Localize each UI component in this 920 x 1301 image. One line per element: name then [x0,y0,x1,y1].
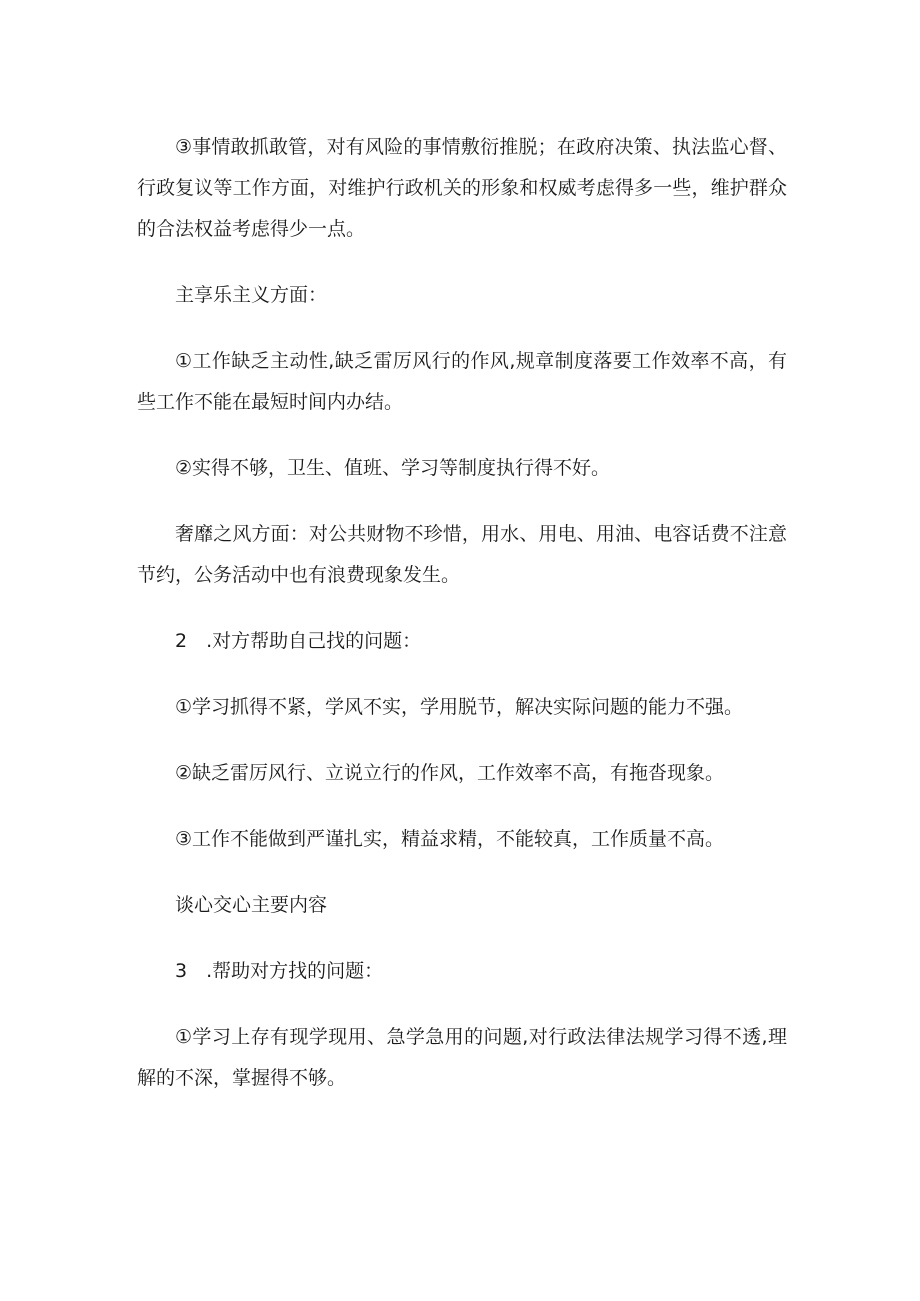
heading-problems-found-by-other: 2 .对方帮助自己找的问题： [175,630,422,652]
paragraph-rules-not-enforced: ②实得不够，卫生、值班、学习等制度执行得不好。 [175,457,611,479]
paragraph-not-rigorous: ③工作不能做到严谨扎实，精益求精，不能较真，工作质量不高。 [175,828,725,850]
heading-help-other-find-problems: 3 .帮助对方找的问题： [175,960,384,982]
paragraph-item-3-dare-to-manage: ③事情敢抓敢管，对有风险的事情敷衍推脱；在政府决策、执法监心督、行政复议等工作方面，对维护行政机关的形象和权威考虑得多一些，维护群众的合法权益考虑得少一点。 [137,136,787,240]
paragraph-study-law-not-deep: ①学习上存有现学现用、急学急用的问题,对行政法律法规学习得不透,理解的不深，掌握得不够。 [137,1026,787,1089]
heading-heart-to-heart-content: 谈心交心主要内容 [175,894,328,916]
paragraph-extravagance: 奢靡之风方面：对公共财物不珍惜，用水、用电、用油、电容话费不注意节约，公务活动中也有浪费现象发生。 [137,523,787,586]
paragraph-lack-initiative: ①工作缺乏主动性,缺乏雷厉风行的作风,规章制度落要工作效率不高，有些工作不能在最短时间内办结。 [137,350,787,413]
document-body [137,127,787,1124]
paragraph-study-not-tight: ①学习抓得不紧，学风不实，学用脱节，解决实际问题的能力不强。 [175,696,744,718]
heading-hedonism: 主享乐主义方面： [175,284,328,306]
paragraph-lack-efficiency: ②缺乏雷厉风行、立说立行的作风，工作效率不高，有拖沓现象。 [175,762,725,784]
